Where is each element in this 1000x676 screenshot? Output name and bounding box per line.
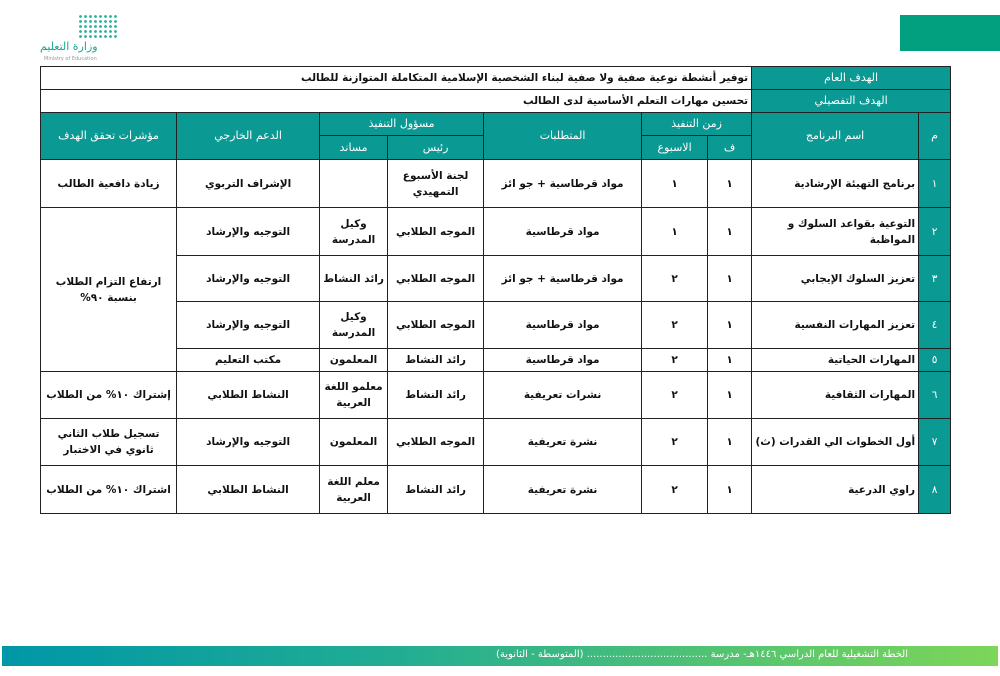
table-row	[41, 372, 951, 419]
table-row	[41, 208, 951, 256]
term: ١	[708, 349, 752, 372]
external-support: النشاط الطلابي	[177, 466, 320, 514]
header-head: رئيس	[388, 136, 484, 160]
requirements: مواد قرطاسية + جو ائز	[484, 256, 642, 302]
term: ١	[708, 160, 752, 208]
row-number: ٥	[919, 349, 951, 372]
indicator: ارتفاع التزام الطلاب بنسبة ٩٠%	[41, 208, 177, 372]
row-number: ٤	[919, 302, 951, 349]
logo-mark-icon	[78, 14, 118, 38]
head-responsible: الموجه الطلابي	[388, 256, 484, 302]
assistant-responsible: رائد النشاط	[320, 256, 388, 302]
header-accent-block	[900, 15, 1000, 51]
term: ١	[708, 302, 752, 349]
external-support: التوجيه والإرشاد	[177, 302, 320, 349]
indicator: إشتراك ١٠% من الطلاب	[41, 372, 177, 419]
row-number: ٦	[919, 372, 951, 419]
program-name: المهارات الثقافية	[752, 372, 919, 419]
week: ٢	[642, 466, 708, 514]
table-row	[41, 349, 951, 372]
week: ١	[642, 208, 708, 256]
header-responsible: مسؤول التنفيذ	[320, 113, 484, 136]
logo-english: Ministry of Education	[44, 56, 97, 62]
row-number: ٧	[919, 419, 951, 466]
header-requirements: المتطلبات	[484, 113, 642, 160]
header-time: زمن التنفيذ	[642, 113, 752, 136]
table-row	[41, 302, 951, 349]
table-row	[41, 466, 951, 514]
week: ١	[642, 160, 708, 208]
program-name: أول الخطوات الي القدرات (ث)	[752, 419, 919, 466]
detailed-goal-label: الهدف التفصيلي	[752, 90, 951, 113]
requirements: مواد قرطاسية	[484, 302, 642, 349]
external-support: التوجيه والإرشاد	[177, 419, 320, 466]
head-responsible: الموجه الطلابي	[388, 208, 484, 256]
week: ٢	[642, 349, 708, 372]
general-goal-label: الهدف العام	[752, 67, 951, 90]
assistant-responsible	[320, 160, 388, 208]
header-program: اسم البرنامج	[752, 113, 919, 160]
external-support: مكتب التعليم	[177, 349, 320, 372]
head-responsible: رائد النشاط	[388, 466, 484, 514]
external-support: النشاط الطلابي	[177, 372, 320, 419]
term: ١	[708, 208, 752, 256]
assistant-responsible: معلمو اللغة العربية	[320, 372, 388, 419]
head-responsible: لجنة الأسبوع التمهيدي	[388, 160, 484, 208]
assistant-responsible: وكيل المدرسة	[320, 302, 388, 349]
requirements: نشرة تعريفية	[484, 466, 642, 514]
requirements: مواد قرطاسية	[484, 208, 642, 256]
assistant-responsible: المعلمون	[320, 419, 388, 466]
header-term: ف	[708, 136, 752, 160]
term: ١	[708, 256, 752, 302]
table-row	[41, 419, 951, 466]
external-support: التوجيه والإرشاد	[177, 256, 320, 302]
program-name: تعزيز السلوك الإيجابي	[752, 256, 919, 302]
program-name: راوي الدرعية	[752, 466, 919, 514]
header-support: الدعم الخارجي	[177, 113, 320, 160]
term: ١	[708, 466, 752, 514]
header-num: م	[919, 113, 951, 160]
assistant-responsible: معلم اللغة العربية	[320, 466, 388, 514]
row-number: ٢	[919, 208, 951, 256]
row-number: ٨	[919, 466, 951, 514]
requirements: نشرة تعريفية	[484, 419, 642, 466]
plan-table	[40, 66, 951, 514]
indicator: اشتراك ١٠% من الطلاب	[41, 466, 177, 514]
week: ٢	[642, 302, 708, 349]
external-support: الإشراف التربوي	[177, 160, 320, 208]
requirements: مواد قرطاسية	[484, 349, 642, 372]
header-indicators: مؤشرات تحقق الهدف	[41, 113, 177, 160]
week: ٢	[642, 372, 708, 419]
ministry-logo	[40, 10, 120, 60]
term: ١	[708, 419, 752, 466]
program-name: تعزيز المهارات النفسية	[752, 302, 919, 349]
footer-bar	[2, 646, 998, 666]
assistant-responsible: المعلمون	[320, 349, 388, 372]
indicator: تسجيل طلاب الثاني ثانوي في الاختبار	[41, 419, 177, 466]
indicator: زيادة دافعية الطالب	[41, 160, 177, 208]
table-row	[41, 160, 951, 208]
row-number: ١	[919, 160, 951, 208]
header-assistant: مساند	[320, 136, 388, 160]
head-responsible: رائد النشاط	[388, 349, 484, 372]
requirements: نشرات تعريفية	[484, 372, 642, 419]
head-responsible: الموجه الطلابي	[388, 302, 484, 349]
program-name: التوعية بقواعد السلوك و المواظبة	[752, 208, 919, 256]
row-number: ٣	[919, 256, 951, 302]
general-goal-value: توفير أنشطة نوعية صفية ولا صفية لبناء الشخصية الإسلامية المتكاملة المتوازنة للطالب	[41, 67, 752, 90]
requirements: مواد قرطاسية + جو ائز	[484, 160, 642, 208]
program-name: المهارات الحياتية	[752, 349, 919, 372]
week: ٢	[642, 256, 708, 302]
header-week: الاسبوع	[642, 136, 708, 160]
detailed-goal-value: تحسين مهارات التعلم الأساسية لدى الطالب	[41, 90, 752, 113]
assistant-responsible: وكيل المدرسة	[320, 208, 388, 256]
head-responsible: رائد النشاط	[388, 372, 484, 419]
week: ٢	[642, 419, 708, 466]
footer-text: الخطة التشغيلية للعام الدراسي ١٤٤٦هـ- مدرسة ...................................... (المتوسطة - الثانوية)	[496, 649, 908, 660]
head-responsible: الموجه الطلابي	[388, 419, 484, 466]
logo-arabic: وزارة التعليم	[40, 40, 98, 53]
term: ١	[708, 372, 752, 419]
table-row	[41, 256, 951, 302]
external-support: التوجيه والإرشاد	[177, 208, 320, 256]
program-name: برنامج التهيئة الإرشادية	[752, 160, 919, 208]
